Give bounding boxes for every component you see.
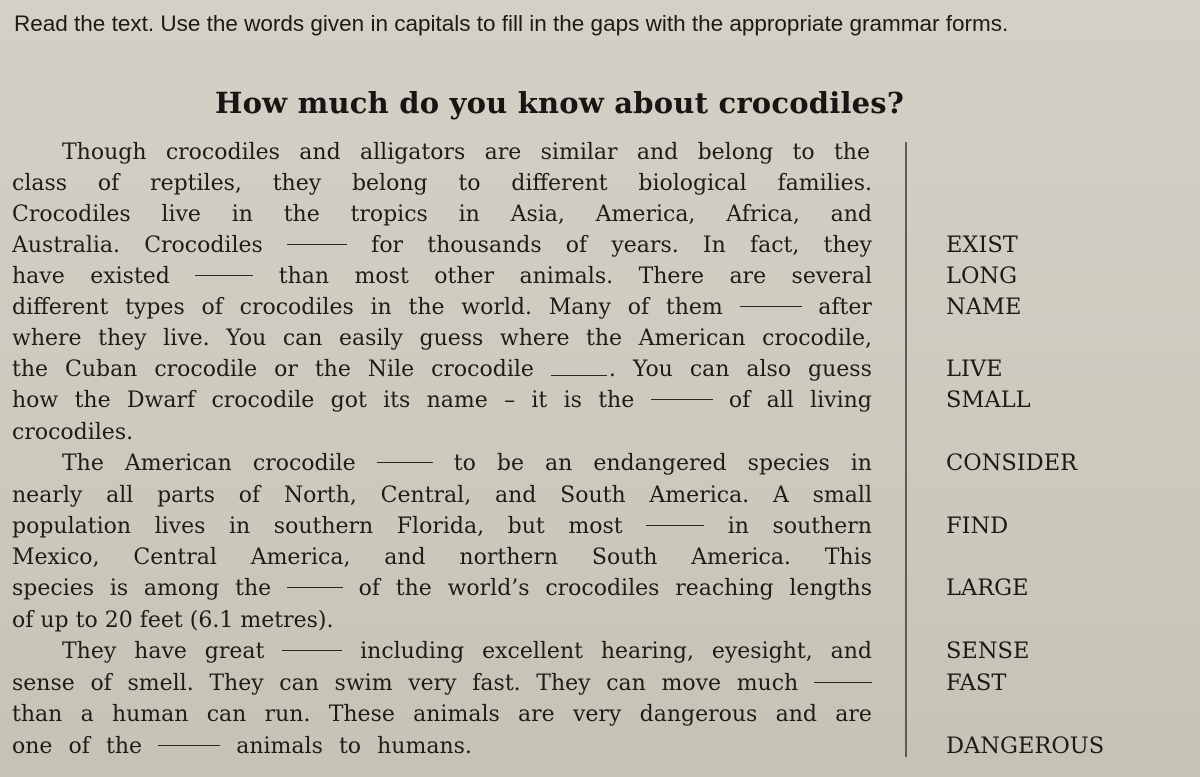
passage-line: sense of smell. They can swim very fast. They can move much <box>12 668 872 699</box>
passage-line: species is among the of the world’s crocodiles reaching lengths <box>12 573 872 604</box>
answer-gap[interactable] <box>740 292 802 307</box>
passage-line: crocodiles. <box>12 420 134 445</box>
passage-line: class of reptiles, they belong to different biological families. <box>12 171 872 196</box>
answer-gap[interactable] <box>814 668 872 683</box>
passage-line: Mexico, Central America, and northern South America. This <box>12 545 872 570</box>
passage-line: where they live. You can easily guess where the American crocodile, <box>12 326 872 351</box>
keyword-sense: SENSE <box>946 638 1030 664</box>
keyword-live: LIVE <box>946 356 1003 382</box>
passage-line: how the Dwarf crocodile got its name – it is the of all living <box>12 385 872 416</box>
answer-gap[interactable] <box>651 385 713 400</box>
passage-line: have existed than most other animals. There are several <box>12 261 872 292</box>
column-divider <box>905 142 907 757</box>
passage-line: population lives in southern Florida, but most in southern <box>12 511 872 542</box>
keyword-large: LARGE <box>946 575 1029 601</box>
passage-line: Though crocodiles and alligators are similar and belong to the <box>62 140 870 165</box>
passage-title: How much do you know about crocodiles? <box>215 86 905 120</box>
keyword-find: FIND <box>946 513 1009 539</box>
answer-gap[interactable] <box>282 636 342 651</box>
passage-line: than a human can run. These animals are very dangerous and are <box>12 702 872 727</box>
passage-line: Australia. Crocodiles for thousands of years. In fact, they <box>12 230 872 261</box>
keyword-dangerous: DANGEROUS <box>946 733 1105 759</box>
passage-line: the Cuban crocodile or the Nile crocodile . You can also guess <box>12 357 872 382</box>
keyword-consider: CONSIDER <box>946 450 1078 476</box>
passage-line: different types of crocodiles in the world. Many of them after <box>12 292 872 323</box>
passage-line: They have great including excellent hearing, eyesight, and <box>62 636 872 667</box>
answer-gap[interactable] <box>158 731 220 746</box>
instruction-text: Read the text. Use the words given in capitals to fill in the gaps with the appropriate grammar forms. <box>14 11 1009 36</box>
keyword-exist: EXIST <box>946 232 1018 258</box>
answer-gap[interactable] <box>287 230 347 245</box>
passage-line: one of the animals to humans. <box>12 731 472 762</box>
keyword-small: SMALL <box>946 387 1031 413</box>
keyword-long: LONG <box>946 263 1018 289</box>
answer-gap[interactable] <box>287 573 343 588</box>
passage-line: nearly all parts of North, Central, and South America. A small <box>12 483 872 508</box>
answer-gap[interactable] <box>646 511 704 526</box>
passage-line: of up to 20 feet (6.1 metres). <box>12 608 334 633</box>
passage-line: The American crocodile to be an endangered species in <box>62 448 872 479</box>
answer-gap[interactable] <box>551 361 607 376</box>
answer-gap[interactable] <box>195 261 253 276</box>
passage-line: Crocodiles live in the tropics in Asia, America, Africa, and <box>12 202 872 227</box>
answer-gap[interactable] <box>377 448 433 463</box>
keyword-name: NAME <box>946 294 1022 320</box>
keyword-fast: FAST <box>946 670 1007 696</box>
